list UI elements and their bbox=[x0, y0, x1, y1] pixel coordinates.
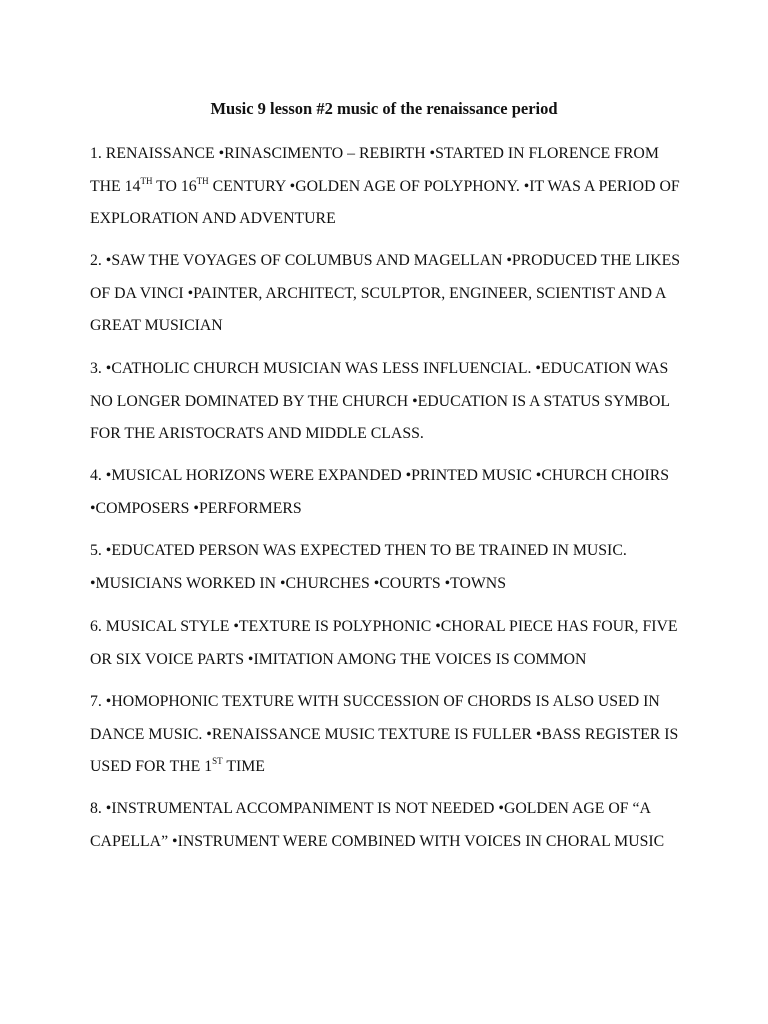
paragraph-7-text-a: 7. •HOMOPHONIC TEXTURE WITH SUCCESSION OF CHORDS IS ALSO USED IN DANCE MUSIC. •RENAISSANCE MUSIC TEXTURE IS FULLER •BASS REGISTER IS USED FOR THE 1 bbox=[90, 693, 679, 775]
paragraph-1-text-b: TO 16 bbox=[152, 177, 197, 195]
paragraph-8: 8. •INSTRUMENTAL ACCOMPANIMENT IS NOT NEEDED •GOLDEN AGE OF “A CAPELLA” •INSTRUMENT WERE COMBINED WITH VOICES IN CHORAL MUSIC bbox=[90, 800, 665, 850]
paragraph-6: 6. MUSICAL STYLE •TEXTURE IS POLYPHONIC •CHORAL PIECE HAS FOUR, FIVE OR SIX VOICE PARTS •IMITATION AMONG THE VOICES IS COMMON bbox=[90, 618, 678, 668]
paragraph-7 bbox=[90, 686, 682, 784]
page-title: Music 9 lesson #2 music of the renaissance period bbox=[210, 99, 558, 118]
paragraph-4: 4. •MUSICAL HORIZONS WERE EXPANDED •PRINTED MUSIC •CHURCH CHOIRS •COMPOSERS •PERFORMERS bbox=[90, 467, 670, 517]
paragraph-5: 5. •EDUCATED PERSON WAS EXPECTED THEN TO BE TRAINED IN MUSIC. •MUSICIANS WORKED IN •CHURCHES •COURTS •TOWNS bbox=[90, 542, 627, 592]
paragraph-3: 3. •CATHOLIC CHURCH MUSICIAN WAS LESS INFLUENCIAL. •EDUCATION WAS NO LONGER DOMINATED BY THE CHURCH •EDUCATION IS A STATUS SYMBOL FOR THE ARISTOCRATS AND MIDDLE CLASS. bbox=[90, 360, 670, 442]
superscript-st: ST bbox=[212, 756, 223, 766]
paragraph-1 bbox=[90, 138, 682, 236]
superscript-th-1: TH bbox=[140, 175, 153, 186]
paragraph-1-text-c: CENTURY •GOLDEN AGE OF POLYPHONY. •IT WAS A PERIOD OF EXPLORATION AND ADVENTURE bbox=[90, 177, 680, 227]
paragraph-7-text-b: TIME bbox=[222, 758, 265, 775]
paragraph-2: 2. •SAW THE VOYAGES OF COLUMBUS AND MAGELLAN •PRODUCED THE LIKES OF DA VINCI •PAINTER, ARCHITECT, SCULPTOR, ENGINEER, SCIENTIST AND A GREAT MUSICIAN bbox=[90, 252, 681, 334]
superscript-th-2: TH bbox=[196, 175, 209, 186]
paragraph-1-text-a: 1. RENAISSANCE •RINASCIMENTO – REBIRTH •STARTED IN FLORENCE FROM THE 14 bbox=[90, 145, 659, 195]
